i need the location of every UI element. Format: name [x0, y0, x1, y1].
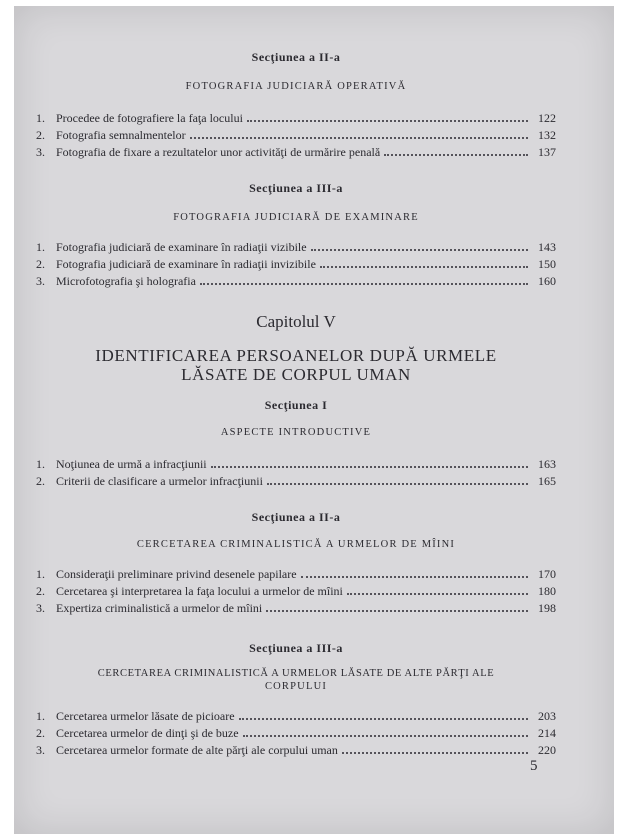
toc-entry[interactable] — [36, 566, 556, 583]
chapter-title-line2: LĂSATE DE CORPUL UMAN — [181, 365, 411, 384]
entry-number: 2. — [36, 257, 45, 271]
entry-text: Procedee de fotografiere la faţa locului — [56, 111, 243, 125]
entry-page: 132 — [538, 128, 556, 142]
dot-leader — [384, 145, 528, 156]
toc-entry[interactable] — [36, 110, 556, 127]
section-label: Secţiunea a II-a — [251, 510, 341, 524]
toc-entry[interactable] — [36, 742, 556, 759]
entry-list — [36, 110, 556, 161]
toc-entry[interactable] — [36, 239, 556, 256]
section-label: Secţiunea a III-a — [249, 181, 343, 195]
toc-entry[interactable] — [36, 144, 556, 161]
section-heading: FOTOGRAFIA JUDICIARĂ DE EXAMINARE — [173, 212, 419, 223]
dot-leader — [239, 709, 528, 720]
dot-leader — [267, 474, 528, 485]
entry-number: 2. — [36, 128, 45, 142]
dot-leader — [320, 257, 528, 268]
entry-page: 137 — [538, 145, 556, 159]
dot-leader — [200, 274, 528, 285]
entry-text: Fotografia semnalmentelor — [56, 128, 186, 142]
entry-number: 2. — [36, 726, 45, 740]
section-label: Secţiunea a III-a — [249, 641, 343, 655]
entry-page: 170 — [538, 567, 556, 581]
entry-page: 150 — [538, 257, 556, 271]
entry-text: Consideraţii preliminare privind desenele papilare — [56, 567, 297, 581]
entry-page: 163 — [538, 457, 556, 471]
entry-text: Cercetarea şi interpretarea la faţa locului a urmelor de mîini — [56, 584, 343, 598]
entry-text: Fotografia judiciară de examinare în radiaţii invizibile — [56, 257, 316, 271]
entry-list — [36, 456, 556, 490]
entry-page: 160 — [538, 274, 556, 288]
dot-leader — [347, 584, 528, 595]
dot-leader — [311, 240, 528, 251]
entry-text: Microfotografia şi holografia — [56, 274, 196, 288]
entry-page: 143 — [538, 240, 556, 254]
entry-page: 180 — [538, 584, 556, 598]
entry-number: 3. — [36, 274, 45, 288]
entry-text: Cercetarea urmelor formate de alte părţi ale corpului uman — [56, 743, 338, 757]
toc-entry[interactable] — [36, 473, 556, 490]
section-heading: CERCETAREA CRIMINALISTICĂ A URMELOR DE MÎINI — [136, 539, 456, 550]
chapter-title-line1: IDENTIFICAREA PERSOANELOR DUPĂ URMELE — [95, 346, 497, 365]
entry-number: 3. — [36, 743, 45, 757]
entry-text: Noţiunea de urmă a infracţiunii — [56, 457, 207, 471]
entry-page: 165 — [538, 474, 556, 488]
section-label: Secţiunea a II-a — [251, 50, 341, 64]
section-heading: ASPECTE INTRODUCTIVE — [220, 427, 372, 438]
section-label: Secţiunea I — [264, 398, 328, 412]
section-heading: FOTOGRAFIA JUDICIARĂ OPERATIVĂ — [185, 81, 407, 92]
toc-entry[interactable] — [36, 256, 556, 273]
entry-page: 220 — [538, 743, 556, 757]
book-page — [14, 6, 614, 834]
entry-text: Cercetarea urmelor de dinţi şi de buze — [56, 726, 239, 740]
entry-number: 3. — [36, 601, 45, 615]
entry-text: Fotografia de fixare a rezultatelor unor activităţi de urmărire penală — [56, 145, 381, 159]
entry-text: Criterii de clasificare a urmelor infracţiunii — [56, 474, 263, 488]
dot-leader — [211, 457, 528, 468]
entry-list — [36, 239, 556, 290]
dot-leader — [301, 567, 528, 578]
entry-list — [36, 566, 556, 617]
entry-page: 203 — [538, 709, 556, 723]
dot-leader — [342, 743, 528, 754]
toc-entry[interactable] — [36, 708, 556, 725]
toc-entry[interactable] — [36, 725, 556, 742]
entry-text: Cercetarea urmelor lăsate de picioare — [56, 709, 235, 723]
entry-number: 1. — [36, 111, 45, 125]
entry-page: 122 — [538, 111, 556, 125]
toc-entry[interactable] — [36, 456, 556, 473]
page-number: 5 — [530, 758, 538, 774]
entry-number: 1. — [36, 709, 45, 723]
entry-list — [36, 708, 556, 759]
entry-number: 2. — [36, 584, 45, 598]
dot-leader — [190, 128, 528, 139]
entry-text: Fotografia judiciară de examinare în radiaţii vizibile — [56, 240, 307, 254]
entry-page: 214 — [538, 726, 556, 740]
dot-leader — [243, 726, 528, 737]
dot-leader — [266, 601, 528, 612]
chapter-label: Capitolul V — [256, 312, 336, 331]
toc-entry[interactable] — [36, 583, 556, 600]
section-heading-line1: CERCETAREA CRIMINALISTICĂ A URMELOR LĂSATE DE ALTE PĂRŢI ALE — [97, 668, 495, 679]
entry-page: 198 — [538, 601, 556, 615]
entry-number: 3. — [36, 145, 45, 159]
entry-number: 1. — [36, 457, 45, 471]
dot-leader — [247, 111, 528, 122]
entry-number: 1. — [36, 567, 45, 581]
toc-entry[interactable] — [36, 600, 556, 617]
table-of-contents — [36, 50, 556, 759]
entry-number: 2. — [36, 474, 45, 488]
toc-entry[interactable] — [36, 127, 556, 144]
toc-entry[interactable] — [36, 273, 556, 290]
entry-number: 1. — [36, 240, 45, 254]
entry-text: Expertiza criminalistică a urmelor de mîini — [56, 601, 263, 615]
section-heading-line2: CORPULUI — [264, 681, 328, 692]
